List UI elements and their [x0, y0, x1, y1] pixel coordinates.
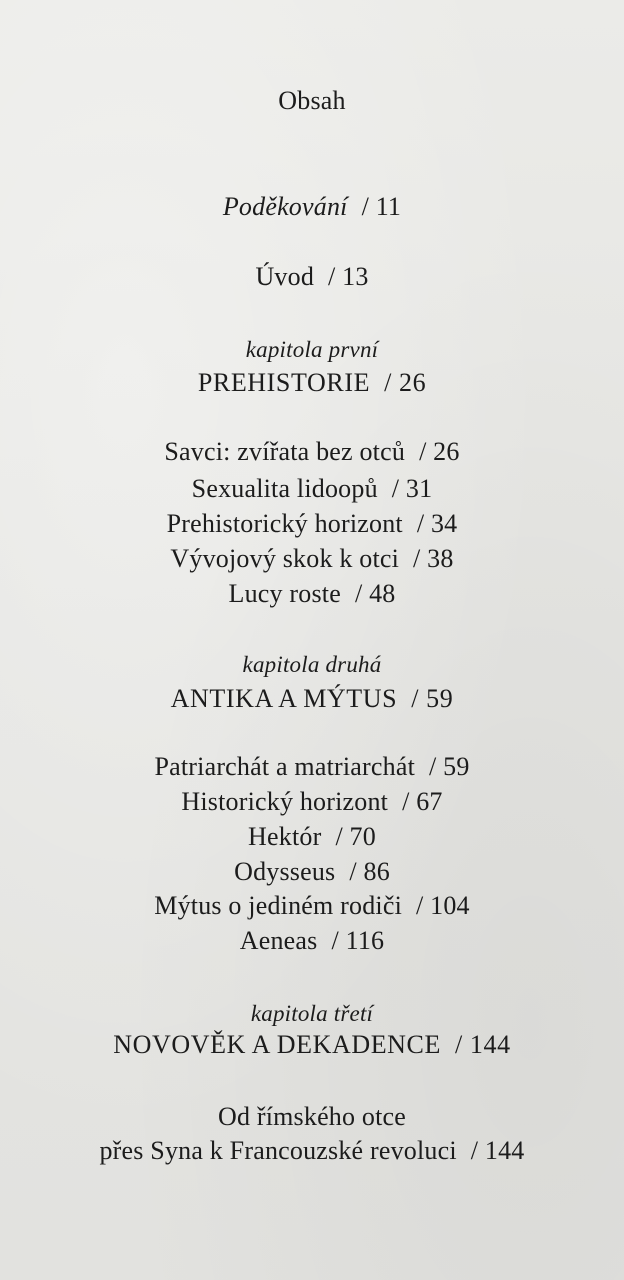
chapter-title-text: ANTIKA A MÝTUS: [170, 684, 398, 713]
toc-entry: [0, 889, 624, 923]
chapter-title-text: NOVOVĚK A DEKADENCE: [113, 1030, 441, 1059]
toc-entry-line1: [0, 1100, 624, 1134]
toc-entry-uvod: [0, 260, 624, 294]
entry-title: Sexualita lidoopů: [191, 474, 378, 503]
chapter-label-3: [0, 997, 624, 1031]
entry-page: / 26: [419, 437, 460, 466]
chapter-label-text: kapitola první: [245, 337, 379, 362]
entry-title: Hektór: [248, 822, 322, 851]
entry-title: Mýtus o jediném rodiči: [154, 891, 403, 920]
entry-title: Savci: zvířata bez otců: [164, 437, 406, 466]
chapter-title-3: [0, 1028, 624, 1062]
toc-entry: [0, 577, 624, 611]
entry-page: / 116: [331, 926, 385, 955]
entry-title: Patriarchát a matriarchát: [154, 752, 415, 781]
chapter-page: / 144: [454, 1030, 511, 1059]
entry-page: / 11: [361, 192, 402, 221]
chapter-title-1: [0, 366, 624, 400]
entry-page: / 144: [470, 1136, 525, 1165]
entry-title: Úvod: [255, 262, 315, 291]
toc-entry: [0, 820, 624, 854]
chapter-page: / 59: [411, 684, 454, 713]
entry-page: / 70: [335, 822, 376, 851]
toc-heading-text: Obsah: [278, 86, 346, 115]
entry-title: Odysseus: [234, 857, 336, 886]
entry-title: Aeneas: [239, 926, 318, 955]
entry-title: přes Syna k Francouzské revoluci: [99, 1136, 457, 1165]
toc-entry-podekovani: [0, 190, 624, 224]
toc-entry: [0, 785, 624, 819]
toc-entry: [0, 542, 624, 576]
entry-title: Prehistorický horizont: [166, 509, 403, 538]
entry-page: / 86: [349, 857, 390, 886]
entry-page: / 34: [416, 509, 458, 538]
entry-page: / 31: [391, 474, 433, 503]
toc-entry: [0, 472, 624, 506]
chapter-label-text: kapitola druhá: [242, 652, 382, 677]
toc-entry: [0, 507, 624, 541]
toc-entry: [0, 855, 624, 889]
toc-entry: [0, 435, 624, 469]
entry-page: / 48: [354, 579, 396, 608]
toc-heading: [0, 84, 624, 118]
toc-entry: [0, 924, 624, 958]
chapter-page: / 26: [384, 368, 427, 397]
entry-page: / 38: [413, 544, 454, 573]
chapter-label-1: [0, 333, 624, 367]
chapter-title-text: PREHISTORIE: [197, 368, 371, 397]
entry-title: Poděkování: [222, 192, 348, 221]
toc-entry-line2: [0, 1134, 624, 1168]
entry-page: / 13: [328, 262, 369, 291]
entry-title: Od římského otce: [217, 1102, 407, 1131]
entry-title: Lucy roste: [228, 579, 341, 608]
chapter-title-2: [0, 682, 624, 716]
entry-title: Historický horizont: [181, 787, 389, 816]
entry-page: / 104: [416, 891, 470, 920]
chapter-label-text: kapitola třetí: [250, 1001, 374, 1026]
entry-title: Vývojový skok k otci: [170, 544, 400, 573]
entry-page: / 67: [402, 787, 443, 816]
entry-page: / 59: [429, 752, 470, 781]
chapter-label-2: [0, 648, 624, 682]
toc-entry: [0, 750, 624, 784]
